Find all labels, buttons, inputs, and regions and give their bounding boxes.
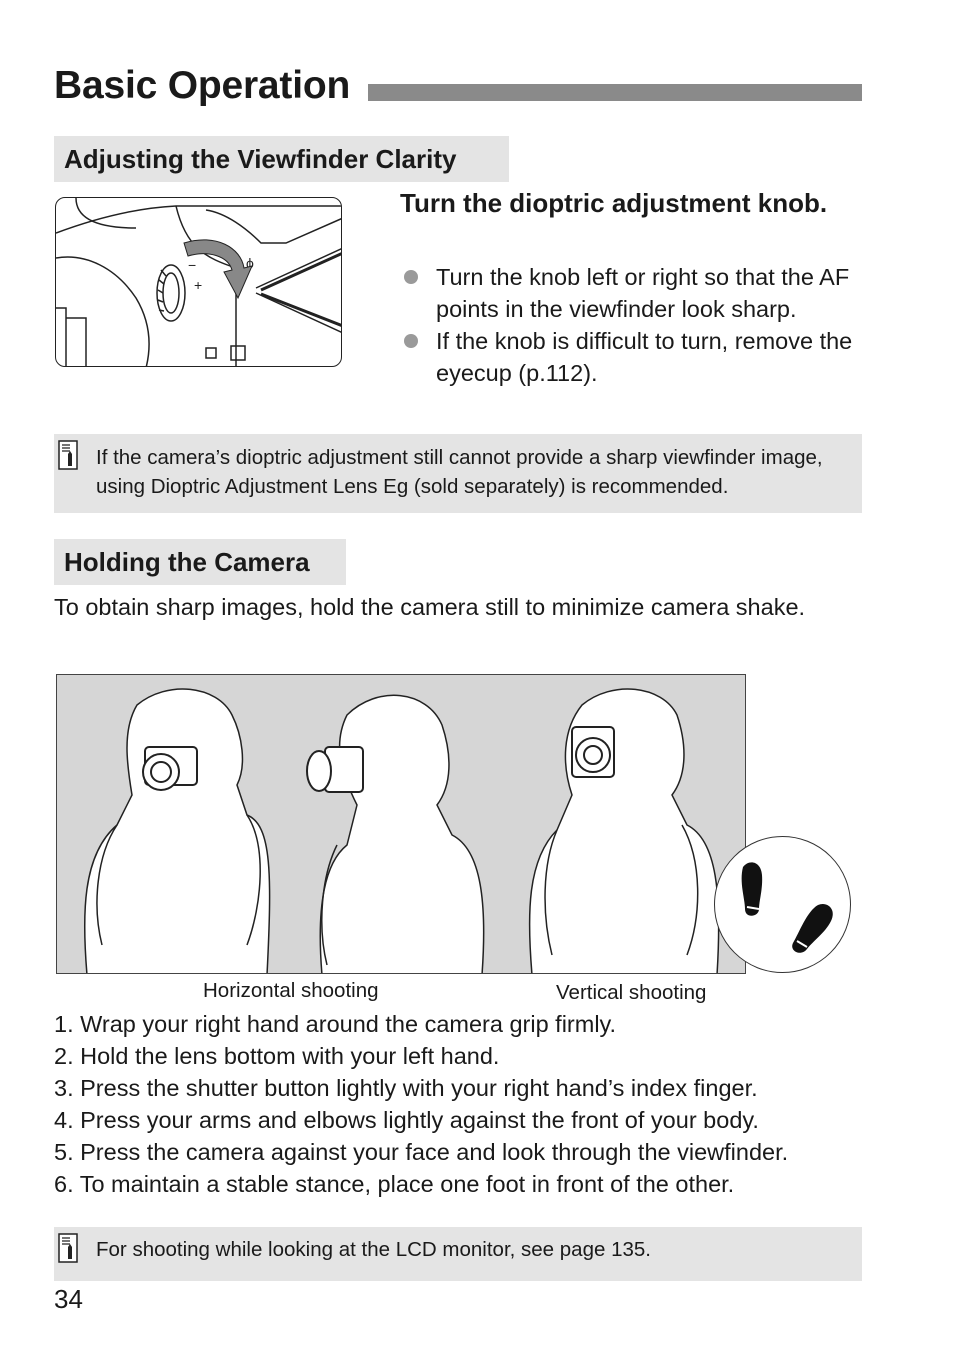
intro-paragraph: To obtain sharp images, hold the camera still to minimize camera shake. xyxy=(54,594,806,620)
note-icon xyxy=(58,440,78,470)
svg-text:+: + xyxy=(194,277,203,293)
svg-text:ϕ: ϕ xyxy=(246,255,254,271)
list-item: 5. Press the camera against your face and look through the viewfinder. xyxy=(54,1139,789,1165)
dioptric-knob-illustration xyxy=(55,197,342,367)
bullet-icon xyxy=(404,334,418,348)
list-item-text: If the knob is difficult to turn, remove the eyecup (p.112). xyxy=(436,328,853,386)
note-box-dioptric xyxy=(54,434,862,513)
list-item: 4. Press your arms and elbows lightly against the front of your body. xyxy=(54,1107,759,1133)
list-item: 3. Press the shutter button lightly with your right hand’s index finger. xyxy=(54,1075,758,1101)
title-rule xyxy=(368,84,862,101)
list-item: 2. Hold the lens bottom with your left hand. xyxy=(54,1043,500,1069)
page-title: Basic Operation xyxy=(54,64,351,107)
list-item-text: Turn the knob left or right so that the AF points in the viewfinder look sharp. xyxy=(436,264,850,322)
step-title: Turn the dioptric adjustment knob. xyxy=(400,188,828,218)
section-heading-viewfinder: Adjusting the Viewfinder Clarity xyxy=(54,136,509,182)
note-text: For shooting while looking at the LCD monitor, see page 135. xyxy=(96,1238,651,1261)
caption-horizontal-shooting: Horizontal shooting xyxy=(203,979,379,1002)
list-item xyxy=(404,261,864,325)
list-item xyxy=(404,325,864,389)
note-text: If the camera’s dioptric adjustment still cannot provide a sharp viewfinder image, using Dioptric Adjustment Lens Eg (sold separately) is recommended. xyxy=(96,446,823,498)
bullet-icon xyxy=(404,270,418,284)
list-item: 6. To maintain a stable stance, place one foot in front of the other. xyxy=(54,1171,735,1197)
feet-stance-illustration xyxy=(714,836,851,973)
page-number: 34 xyxy=(54,1284,83,1314)
svg-text:−: − xyxy=(188,257,197,273)
list-item: 1. Wrap your right hand around the camera grip firmly. xyxy=(54,1011,617,1037)
note-icon xyxy=(58,1233,78,1263)
section-heading-holding: Holding the Camera xyxy=(54,539,346,585)
note-box-lcd xyxy=(54,1227,862,1281)
holding-camera-illustration xyxy=(56,674,746,974)
caption-vertical-shooting: Vertical shooting xyxy=(556,981,707,1004)
instruction-list xyxy=(404,261,864,389)
holding-steps-list xyxy=(54,1008,788,1200)
